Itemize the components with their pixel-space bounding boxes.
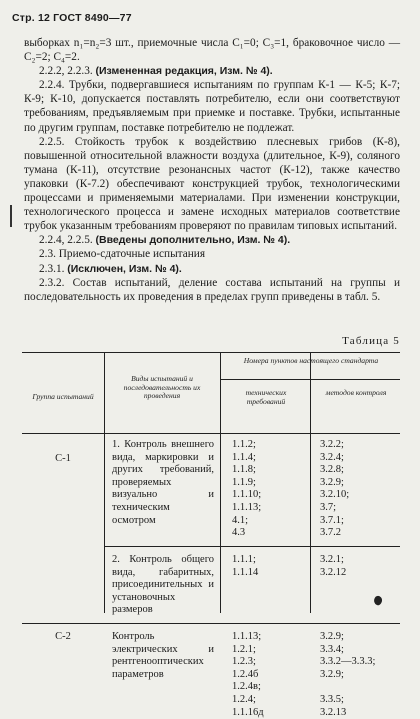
header-methods: методов контроля bbox=[325, 388, 387, 397]
row-3-tech: 1.1.13; 1.2.1; 1.2.3; 1.2.4б 1.2.4в; 1.2.4; 1.1.16д bbox=[232, 631, 264, 718]
paragraph-2-2-4-2-2-5: 2.2.4, 2.2.5. (Введены дополнительно, Изм. № 4). bbox=[39, 234, 291, 247]
section-2-3-title: 2.3. Приемо-сдаточные испытания bbox=[39, 248, 206, 261]
row-2-methods: 3.2.1; 3.2.12 bbox=[320, 554, 347, 578]
header-items: Номера пунктов настоящего стандарта bbox=[243, 356, 379, 365]
paragraph-2-2-5: 2.2.5. Стойкость трубок к воздействию плесневых грибов (К-8), повышенной относительной влажности воздуха (длительное, К-9), соляного тумана (К-11), отсутствие резонансных частот (К-12), также качество упаковки (К-7.2) обеспечивают конструкцией трубок, технологическими процессами и применяемыми материалами. При изменении конструкции, технологического процесса и замене исходных материалов соответствие трубок указанным требованиям проверяют по правилам типовых испытаний. bbox=[24, 135, 400, 233]
row-3-methods: 3.2.9; 3.3.4; 3.3.2—3.3.3; 3.2.9; 3.3.5; 3.2.13 bbox=[320, 631, 376, 718]
row-1-methods: 3.2.2; 3.2.4; 3.2.8; 3.2.9; 3.2.10; 3.7; 3.7.1; 3.7.2 bbox=[320, 439, 350, 539]
paragraph-sampling: выборках n₁=n₂=3 шт., приемочные числа C₁=0; C₃=1, браковочное число — C₂=2; C₄=2. bbox=[24, 37, 400, 64]
table-vline bbox=[310, 353, 311, 613]
paragraph-2-3-2: 2.3.2. Состав испытаний, деление состава испытаний на группы и последовательность их проведения в пределах групп приведены в табл. 5. bbox=[24, 276, 400, 303]
body-text bbox=[24, 36, 400, 304]
table-row-line bbox=[105, 546, 400, 547]
row-1-tech: 1.1.2; 1.1.4; 1.1.8; 1.1.9; 1.1.10; 1.1.13; 4.1; 4.3 bbox=[232, 439, 262, 539]
header-tech: технических требований bbox=[245, 388, 287, 406]
paragraph-2-3-1: 2.3.1. (Исключен, Изм. № 4). bbox=[39, 262, 182, 275]
revision-mark bbox=[10, 205, 12, 227]
table-header-bottom-line bbox=[22, 433, 400, 434]
table-vline bbox=[220, 353, 221, 613]
row-2-tech: 1.1.1; 1.1.14 bbox=[232, 554, 259, 578]
row-3-desc: Контроль электрических и рентгенооптических параметров bbox=[112, 631, 214, 680]
row-1-group: С-1 bbox=[55, 453, 71, 464]
table-subheader-line bbox=[220, 379, 400, 380]
table-5 bbox=[22, 352, 400, 718]
page-header: Стр. 12 ГОСТ 8490—77 bbox=[12, 12, 132, 24]
row-1-desc: 1. Контроль внешнего вида, маркировки и других требований, проверяемых визуально и техническим осмотром bbox=[112, 439, 214, 526]
table-vline bbox=[104, 353, 105, 613]
header-group: Группа испытаний bbox=[32, 392, 94, 401]
row-3-group: С-2 bbox=[55, 631, 71, 642]
header-kinds: Виды испытаний и последовательность их проведения bbox=[123, 374, 201, 401]
table-caption: Таблица 5 bbox=[342, 335, 400, 347]
paragraph-2-2-2: 2.2.2, 2.2.3. (Измененная редакция, Изм. № 4). bbox=[39, 65, 273, 78]
row-2-desc: 2. Контроль общего вида, габаритных, присоединительных и установочных размеров bbox=[112, 554, 214, 616]
paragraph-2-2-4: 2.2.4. Трубки, подвергавшиеся испытаниям по группам К-1 — К-5; К-7; К-9; К-10, допускается поставлять потребителю, если они соответствуют требованиям, предъявляемым при приемке и поставке. Трубки, испытанные по другим группам, поставке потребителю не подлежат. bbox=[24, 79, 400, 134]
